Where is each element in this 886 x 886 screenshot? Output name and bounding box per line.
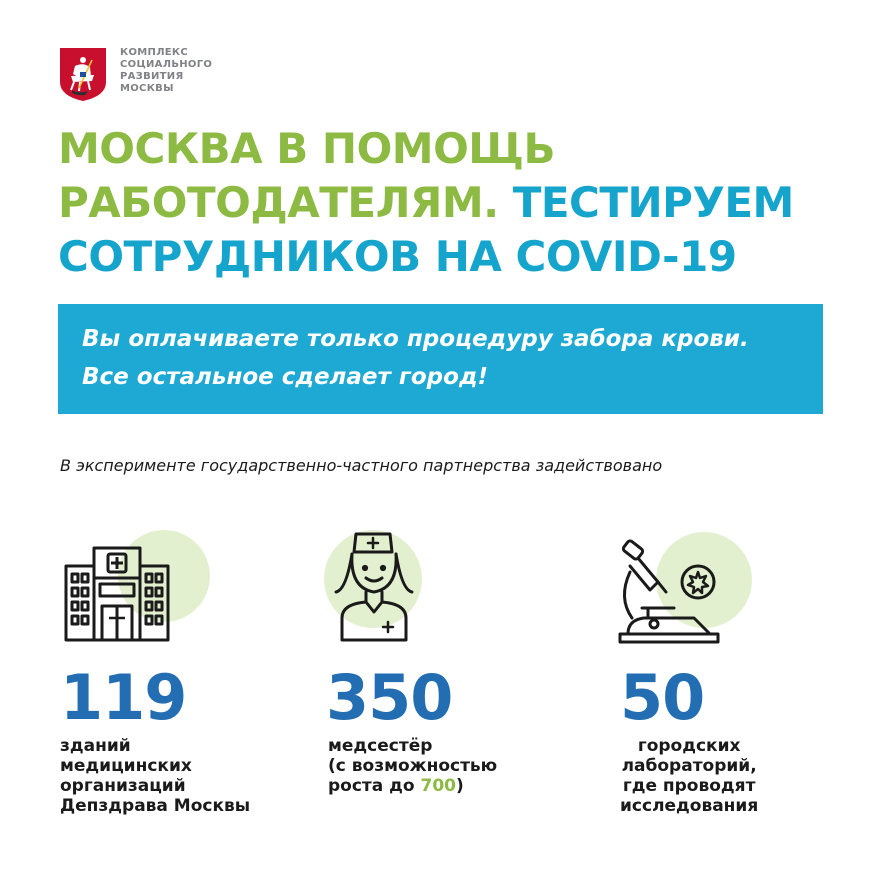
stat-description-line: организаций bbox=[60, 776, 186, 796]
nurse-icon bbox=[332, 530, 416, 642]
org-name-line: МОСКВЫ bbox=[120, 83, 174, 94]
stat-description-line: зданий bbox=[60, 736, 131, 756]
stat-description-line: Депздрава Москвы bbox=[60, 796, 251, 816]
stat-description-line: городских bbox=[637, 736, 741, 756]
title-line-2 bbox=[58, 176, 794, 230]
org-name-line: РАЗВИТИЯ bbox=[120, 71, 184, 82]
stat-description-line: (с возможностью bbox=[328, 756, 498, 776]
growth-prefix: роста до bbox=[328, 776, 421, 796]
growth-highlight: 700 bbox=[420, 776, 456, 796]
title-line-3: СОТРУДНИКОВ НА COVID-19 bbox=[58, 232, 737, 281]
banner-line-1: Вы оплачиваете только процедуру забора крови. bbox=[82, 326, 749, 352]
stat-description-line: исследования bbox=[620, 796, 759, 816]
title-line-1: МОСКВА В ПОМОЩЬ bbox=[58, 124, 555, 173]
info-banner bbox=[58, 304, 823, 414]
stat-laboratories bbox=[600, 530, 850, 850]
title-line-2-blue: ТЕСТИРУЕМ bbox=[512, 178, 794, 227]
moscow-coat-of-arms-logo bbox=[58, 46, 108, 102]
title-line-2-green: РАБОТОДАТЕЛЯМ. bbox=[58, 178, 499, 227]
banner-line-2: Все остальное сделает город! bbox=[82, 364, 489, 390]
stat-description bbox=[328, 736, 497, 796]
stat-description bbox=[60, 736, 250, 816]
stat-description bbox=[620, 736, 758, 816]
microscope-icon bbox=[614, 538, 724, 646]
stat-description-line: лабораторий, bbox=[621, 756, 757, 776]
stat-value: 50 bbox=[620, 661, 705, 734]
stat-description-line: медицинских bbox=[60, 756, 192, 776]
stat-description-line bbox=[328, 776, 497, 796]
org-name bbox=[120, 47, 212, 95]
stat-description-line: медсестёр bbox=[328, 736, 433, 756]
page-title bbox=[58, 122, 794, 284]
stat-nurses bbox=[324, 530, 574, 850]
stat-value: 119 bbox=[60, 661, 187, 734]
stat-value: 350 bbox=[326, 661, 453, 734]
stat-hospitals bbox=[58, 530, 308, 850]
org-name-line: СОЦИАЛЬНОГО bbox=[120, 59, 213, 70]
growth-suffix: ) bbox=[456, 776, 464, 796]
org-name-line: КОМПЛЕКС bbox=[120, 47, 189, 58]
stat-description-line: где проводят bbox=[622, 776, 756, 796]
hospital-icon bbox=[64, 544, 170, 644]
subtitle: В эксперименте государственно-частного партнерства задействовано bbox=[60, 456, 663, 475]
